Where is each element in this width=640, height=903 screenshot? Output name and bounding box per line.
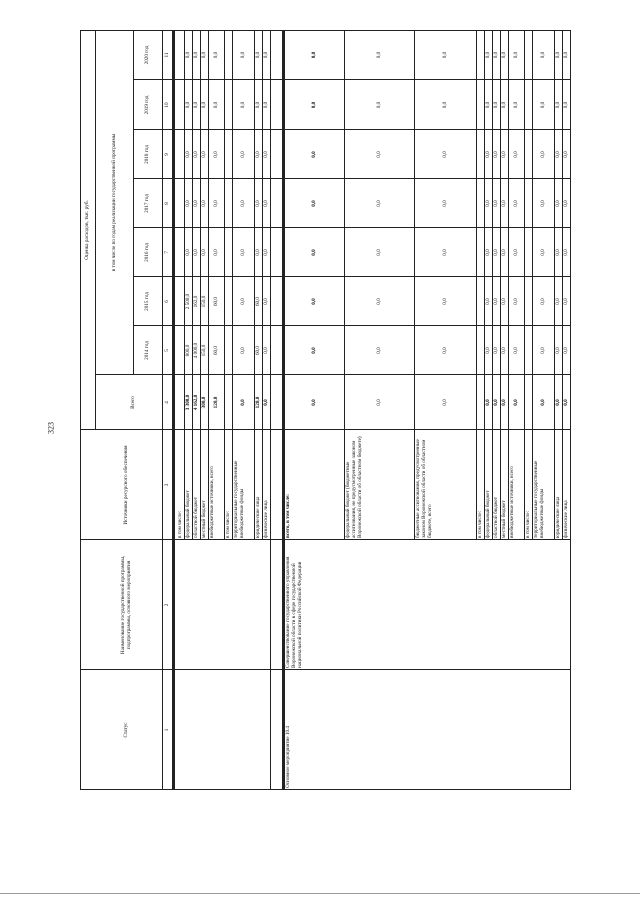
header-source: Источники ресурсного обеспечения — [122, 445, 129, 525]
block2-value-cell: 0,0 — [375, 151, 382, 158]
block1-value-cell: 0,0 — [254, 200, 261, 207]
block2-value-cell: 0,0 — [484, 101, 491, 109]
block1-source-label: юридические лица — [255, 496, 261, 538]
block2-value-cell: 0,0 — [484, 51, 491, 59]
block2-value-cell: 0,0 — [562, 101, 569, 109]
header-column-number: 9 — [163, 153, 170, 156]
block2-source-label: всего, в том числе: — [285, 493, 291, 538]
block1-value-cell: 0,0 — [262, 298, 269, 305]
block2-value-cell — [476, 179, 484, 228]
block2-value-cell: 0,0 — [554, 399, 561, 406]
block2-value-cell — [476, 375, 484, 430]
block1-value-cell: 150,0 — [200, 295, 207, 308]
block2-source-label: федеральный бюджет — [485, 490, 491, 538]
block2-value-cell: 0,0 — [562, 347, 569, 354]
block1-value-cell: 0,0 — [262, 101, 269, 109]
block2-value-cell: 0,0 — [441, 151, 448, 158]
block2-value-cell: 0,0 — [554, 101, 561, 109]
block1-value-cell: 0,0 — [239, 298, 246, 305]
block2-value-cell: 0,0 — [500, 249, 507, 256]
block2-source-label: внебюджетные источники, всего — [509, 466, 515, 538]
header-column-number: 6 — [163, 300, 170, 303]
block1-value-cell: 0,0 — [200, 101, 207, 109]
header-column-number: 10 — [163, 102, 170, 108]
block1-source-label: внебюджетные источники, всего — [209, 466, 215, 538]
block1-value-cell — [224, 228, 232, 277]
block2-status: Основное мероприятие 10.4 — [285, 726, 291, 788]
block1-value-cell — [176, 30, 184, 80]
block2-value-cell: 0,0 — [554, 298, 561, 305]
block1-value-cell: 0,0 — [192, 200, 199, 207]
block2-value-cell: 0,0 — [539, 151, 546, 158]
block1-value-cell: 0,0 — [254, 51, 261, 59]
block1-value-cell: 0,0 — [254, 101, 261, 109]
block2-value-cell — [524, 228, 532, 277]
block2-value-cell: 0,0 — [492, 347, 499, 354]
block2-value-cell: 0,0 — [310, 200, 317, 207]
block1-value-cell: 0,0 — [262, 51, 269, 59]
block1-value-cell: 0,0 — [239, 399, 246, 406]
block2-value-cell: 0,0 — [539, 298, 546, 305]
row-rule — [570, 30, 571, 540]
block2-value-cell — [524, 30, 532, 80]
block2-source-label: юридические лица — [555, 496, 561, 538]
block1-value-cell — [224, 179, 232, 228]
header-column-number: 7 — [163, 251, 170, 254]
page-number: 323 — [46, 422, 56, 434]
block1-value-cell: 150,0 — [200, 344, 207, 357]
header-by-years: в том числе по годам реализации государственной программы — [110, 133, 117, 272]
block2-value-cell — [476, 326, 484, 375]
block1-value-cell: 0,0 — [239, 249, 246, 256]
block1-value-cell — [224, 130, 232, 179]
block1-value-cell — [176, 130, 184, 179]
block1-value-cell: 0,0 — [184, 101, 191, 109]
row-rule — [270, 30, 271, 540]
block2-value-cell: 0,0 — [484, 347, 491, 354]
block2-value-cell: 0,0 — [512, 298, 519, 305]
block2-value-cell: 0,0 — [562, 200, 569, 207]
block2-value-cell — [524, 326, 532, 375]
block1-value-cell: 0,0 — [192, 151, 199, 158]
block2-value-cell: 0,0 — [441, 200, 448, 207]
block2-value-cell: 0,0 — [539, 101, 546, 109]
header-column-number: 8 — [163, 202, 170, 205]
block2-value-cell: 0,0 — [441, 51, 448, 59]
block1-source-label: областной бюджет — [193, 497, 199, 538]
header-year: 2015 год — [144, 292, 151, 311]
block1-value-cell: 0,0 — [200, 151, 207, 158]
block2-value-cell: 0,0 — [512, 249, 519, 256]
block1-value-cell: 0,0 — [200, 249, 207, 256]
block1-value-cell: 162,0 — [192, 295, 199, 308]
block1-source-label: территориальные государственные внебюджетные фонды — [233, 460, 246, 538]
block1-value-cell: 0,0 — [262, 249, 269, 256]
block2-value-cell — [524, 375, 532, 430]
block2-value-cell — [524, 130, 532, 179]
header-year: 2014 год — [144, 341, 151, 360]
block2-value-cell: 0,0 — [554, 51, 561, 59]
block1-value-cell — [176, 326, 184, 375]
block1-source-label: в том числе: — [177, 510, 183, 538]
block2-value-cell: 0,0 — [512, 347, 519, 354]
block1-value-cell: 0,0 — [254, 249, 261, 256]
block1-value-cell: 0,0 — [239, 51, 246, 59]
block1-value-cell: 60,0 — [212, 296, 219, 307]
block1-value-cell: 4 000,0 — [192, 342, 199, 359]
block2-source-label: федеральный бюджет (бюджетные ассигнования, не предусмотренные законом Воронежской области об областном бюджете) — [345, 436, 364, 538]
block1-value-cell: 0,0 — [212, 51, 219, 59]
block2-value-cell: 0,0 — [441, 347, 448, 354]
block2-value-cell: 0,0 — [310, 101, 317, 109]
header-column-number: 4 — [163, 401, 170, 404]
block1-value-cell: 0,0 — [192, 249, 199, 256]
block1-value-cell: 0,0 — [184, 249, 191, 256]
block1-value-cell: 120,0 — [212, 396, 219, 409]
block2-value-cell: 0,0 — [562, 249, 569, 256]
block2-value-cell: 0,0 — [310, 51, 317, 59]
block1-value-cell: 0,0 — [254, 151, 261, 158]
block1-value-cell: 0,0 — [262, 200, 269, 207]
block2-value-cell: 0,0 — [375, 399, 382, 406]
block2-source-label: областной бюджет — [493, 497, 499, 538]
header-year: 2016 год — [144, 243, 151, 262]
block2-value-cell: 0,0 — [512, 101, 519, 109]
block1-value-cell: 0,0 — [212, 249, 219, 256]
block2-value-cell: 0,0 — [554, 200, 561, 207]
block2-source-label: бюджетные ассигнования, предусмотренные законом Воронежской области об областном бюджете, всего — [415, 439, 434, 538]
block2-value-cell: 0,0 — [539, 249, 546, 256]
block2-value-cell — [476, 277, 484, 326]
block2-value-cell: 0,0 — [562, 51, 569, 59]
block2-value-cell: 0,0 — [375, 51, 382, 59]
block2-value-cell: 0,0 — [484, 200, 491, 207]
block1-value-cell: 60,0 — [254, 345, 261, 356]
block1-value-cell: 0,0 — [200, 200, 207, 207]
block1-value-cell — [224, 375, 232, 430]
block2-value-cell: 0,0 — [562, 298, 569, 305]
block1-value-cell: 3 300,0 — [184, 394, 191, 411]
block2-value-cell: 0,0 — [539, 200, 546, 207]
block2-value-cell: 0,0 — [375, 101, 382, 109]
resource-table — [80, 30, 569, 790]
header-column-number: 2 — [163, 603, 170, 607]
block1-value-cell: 60,0 — [212, 345, 219, 356]
block2-value-cell — [476, 30, 484, 80]
block1-value-cell: 0,0 — [262, 399, 269, 406]
block2-value-cell — [476, 130, 484, 179]
block1-source-label: в том числе: — [225, 510, 231, 538]
block1-value-cell: 4 162,0 — [192, 394, 199, 411]
header-column-number: 1 — [163, 728, 170, 732]
block2-value-cell: 0,0 — [441, 101, 448, 109]
block2-source-label: в том числе: — [525, 510, 531, 538]
block2-value-cell: 0,0 — [492, 249, 499, 256]
block2-value-cell — [524, 277, 532, 326]
block1-value-cell: 0,0 — [212, 200, 219, 207]
block2-value-cell: 0,0 — [484, 298, 491, 305]
block2-value-cell: 0,0 — [484, 151, 491, 158]
block2-value-cell — [524, 179, 532, 228]
block1-value-cell — [224, 30, 232, 80]
block1-source-label: федеральный бюджет — [185, 490, 191, 538]
block1-value-cell: 0,0 — [239, 347, 246, 354]
block2-value-cell: 0,0 — [310, 347, 317, 354]
header-status: Статус — [122, 722, 129, 738]
block2-value-cell — [476, 228, 484, 277]
block2-value-cell: 0,0 — [500, 399, 507, 406]
block2-value-cell: 0,0 — [492, 151, 499, 158]
header-year: 2017 год — [144, 194, 151, 213]
block2-value-cell: 0,0 — [500, 200, 507, 207]
block1-value-cell: 2 500,0 — [184, 293, 191, 310]
block2-value-cell: 0,0 — [554, 347, 561, 354]
block2-value-cell: 0,0 — [310, 151, 317, 158]
block1-value-cell: 0,0 — [239, 200, 246, 207]
block2-value-cell: 0,0 — [512, 151, 519, 158]
header-total: Всего — [130, 396, 137, 409]
block1-value-cell: 800,0 — [184, 344, 191, 357]
block2-value-cell: 0,0 — [512, 399, 519, 406]
block2-value-cell: 0,0 — [539, 51, 546, 59]
block1-value-cell — [176, 228, 184, 277]
block2-value-cell: 0,0 — [512, 200, 519, 207]
block1-value-cell: 0,0 — [184, 151, 191, 158]
header-estimate: Оценка расходов, тыс. руб. — [84, 200, 91, 260]
block1-value-cell — [176, 277, 184, 326]
block2-value-cell: 0,0 — [500, 51, 507, 59]
block2-value-cell: 0,0 — [554, 151, 561, 158]
header-column-number: 11 — [163, 52, 170, 58]
block2-source-label: в том числе: — [477, 510, 483, 538]
header-name: Наименование государственной программы, подпрограммы, основного мероприятия — [119, 555, 132, 655]
block2-source-label: физические лица — [563, 500, 569, 538]
block2-value-cell: 0,0 — [492, 399, 499, 406]
block1-value-cell: 60,0 — [254, 296, 261, 307]
block1-source-label: физические лица — [263, 500, 269, 538]
header-double-rule — [174, 30, 175, 790]
block1-value-cell: 0,0 — [262, 151, 269, 158]
block1-value-cell: 0,0 — [192, 51, 199, 59]
block1-value-cell: 0,0 — [239, 151, 246, 158]
block1-value-cell — [176, 80, 184, 130]
block2-value-cell: 0,0 — [375, 298, 382, 305]
block2-source-label: территориальные государственные внебюджетные фонды — [533, 460, 546, 538]
block2-value-cell: 0,0 — [375, 347, 382, 354]
block1-value-cell: 0,0 — [212, 151, 219, 158]
block2-value-cell: 0,0 — [484, 249, 491, 256]
block1-value-cell: 0,0 — [192, 101, 199, 109]
block2-value-cell: 0,0 — [484, 399, 491, 406]
block2-value-cell: 0,0 — [492, 200, 499, 207]
block1-value-cell: 120,0 — [254, 396, 261, 409]
block1-source-label: местный бюджет — [201, 500, 207, 538]
block1-value-cell: 0,0 — [239, 101, 246, 109]
block1-value-cell: 0,0 — [262, 347, 269, 354]
header-year: 2018 год — [144, 145, 151, 164]
block2-value-cell: 0,0 — [562, 399, 569, 406]
block2-value-cell — [524, 80, 532, 130]
block2-value-cell: 0,0 — [441, 399, 448, 406]
block1-value-cell: 0,0 — [184, 51, 191, 59]
block2-value-cell: 0,0 — [310, 249, 317, 256]
block2-value-cell: 0,0 — [554, 249, 561, 256]
block1-value-cell — [224, 277, 232, 326]
block1-value-cell — [224, 326, 232, 375]
block2-value-cell: 0,0 — [500, 298, 507, 305]
block2-value-cell: 0,0 — [500, 151, 507, 158]
block2-value-cell: 0,0 — [441, 298, 448, 305]
block2-value-cell: 0,0 — [375, 249, 382, 256]
header-year: 2020 год — [144, 45, 151, 65]
block2-value-cell: 0,0 — [492, 298, 499, 305]
block1-value-cell: 300,0 — [200, 396, 207, 409]
block2-value-cell: 0,0 — [500, 347, 507, 354]
block1-value-cell: 0,0 — [212, 101, 219, 109]
block2-value-cell: 0,0 — [539, 347, 546, 354]
block2-value-cell: 0,0 — [492, 51, 499, 59]
block2-value-cell: 0,0 — [310, 399, 317, 406]
block1-value-cell — [176, 375, 184, 430]
block2-name: Совершенствование государственного управления Воронежской области в сфере государственной национальной политики Российской Федерации — [285, 556, 304, 668]
block1-value-cell: 0,0 — [184, 200, 191, 207]
block2-value-cell: 0,0 — [441, 249, 448, 256]
block1-value-cell — [176, 179, 184, 228]
block1-value-cell: 0,0 — [200, 51, 207, 59]
scan-edge-divider — [0, 893, 640, 894]
block2-value-cell: 0,0 — [500, 101, 507, 109]
header-column-number: 5 — [163, 349, 170, 352]
block2-value-cell: 0,0 — [375, 200, 382, 207]
header-year: 2019 год — [144, 95, 151, 115]
block2-value-cell: 0,0 — [492, 101, 499, 109]
block1-value-cell — [224, 80, 232, 130]
block2-value-cell: 0,0 — [512, 51, 519, 59]
block2-value-cell: 0,0 — [539, 399, 546, 406]
header-column-number: 3 — [163, 483, 170, 487]
block2-value-cell — [476, 80, 484, 130]
block2-value-cell: 0,0 — [562, 151, 569, 158]
block2-value-cell: 0,0 — [310, 298, 317, 305]
block2-source-label: местный бюджет — [501, 500, 507, 538]
